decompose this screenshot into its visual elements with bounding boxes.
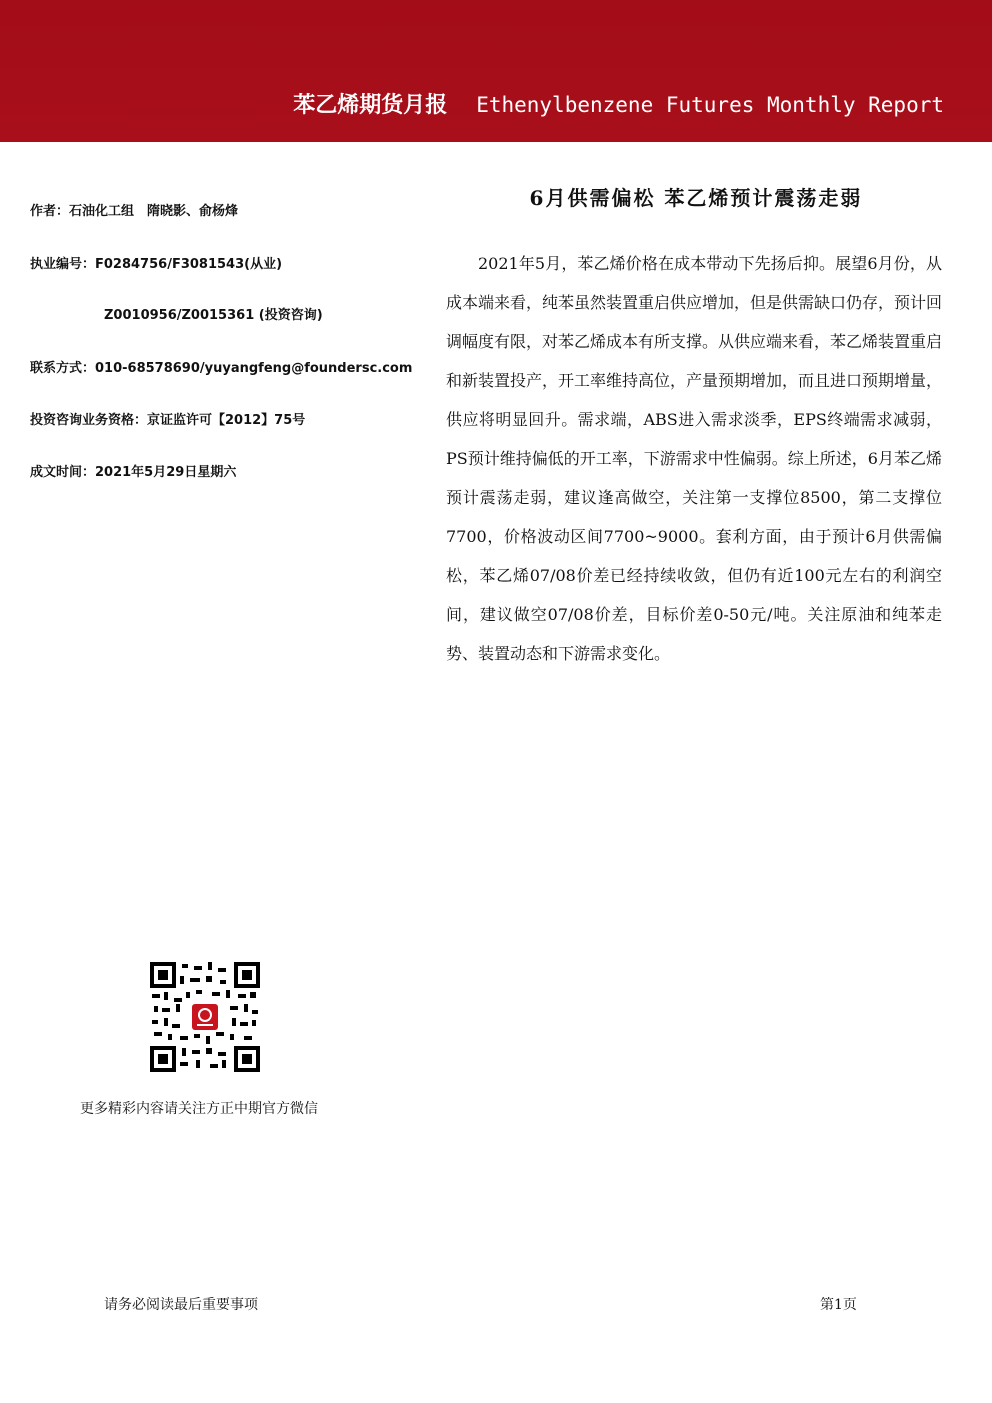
report-summary: 2021年5月，苯乙烯价格在成本带动下先扬后抑。展望6月份，从成本端来看，纯苯虽然装置重启供应增加，但是供需缺口仍存，预计回调幅度有限，对苯乙烯成本有所支撑。从供应端来看，苯乙烯装置重启和新装置投产，开工率维持高位，产量预期增加，而且进口预期增量，供应将明显回升。需求端，ABS进入需求淡季，EPS终端需求减弱，PS预计维持偏低的开工率，下游需求中性偏弱。综上所述，6月苯乙烯预计震荡走弱，建议逢高做空，关注第一支撑位8500，第二支撑位7700，价格波动区间7700~9000。套利方面，由于预计6月供需偏松，苯乙烯07/08价差已经持续收敛，但仍有近100元左右的利润空间，建议做空07/08价差，目标价差0-50元/吨。关注原油和纯苯走势、装置动态和下游需求变化。 <box>446 254 943 663</box>
license-line: 执业编号：F0284756/F3081543(从业) <box>30 257 283 272</box>
contact-line: 联系方式：010-68578690/yuyangfeng@foundersc.com <box>30 361 413 376</box>
qr-caption: 更多精彩内容请关注方正中期官方微信 <box>80 1101 318 1117</box>
report-series-title-en: Ethenylbenzene Futures Monthly Report <box>476 93 944 117</box>
date-line: 成文时间：2021年5月29日星期六 <box>30 465 237 480</box>
author-line: 作者：石油化工组 隋晓影、俞杨烽 <box>30 204 239 219</box>
footer-notice: 请务必阅读最后重要事项 <box>104 1297 258 1313</box>
report-title: 6月供需偏松 苯乙烯预计震荡走弱 <box>529 186 863 210</box>
wechat-qr-code-icon <box>150 962 260 1072</box>
page-number: 第1页 <box>820 1297 857 1313</box>
header-band <box>0 0 992 142</box>
qualification-line: 投资咨询业务资格：京证监许可【2012】75号 <box>30 413 306 428</box>
license-consult-line: Z0010956/Z0015361 (投资咨询) <box>104 308 323 323</box>
report-series-title <box>293 88 944 119</box>
report-series-title-cn: 苯乙烯期货月报 <box>293 93 448 118</box>
